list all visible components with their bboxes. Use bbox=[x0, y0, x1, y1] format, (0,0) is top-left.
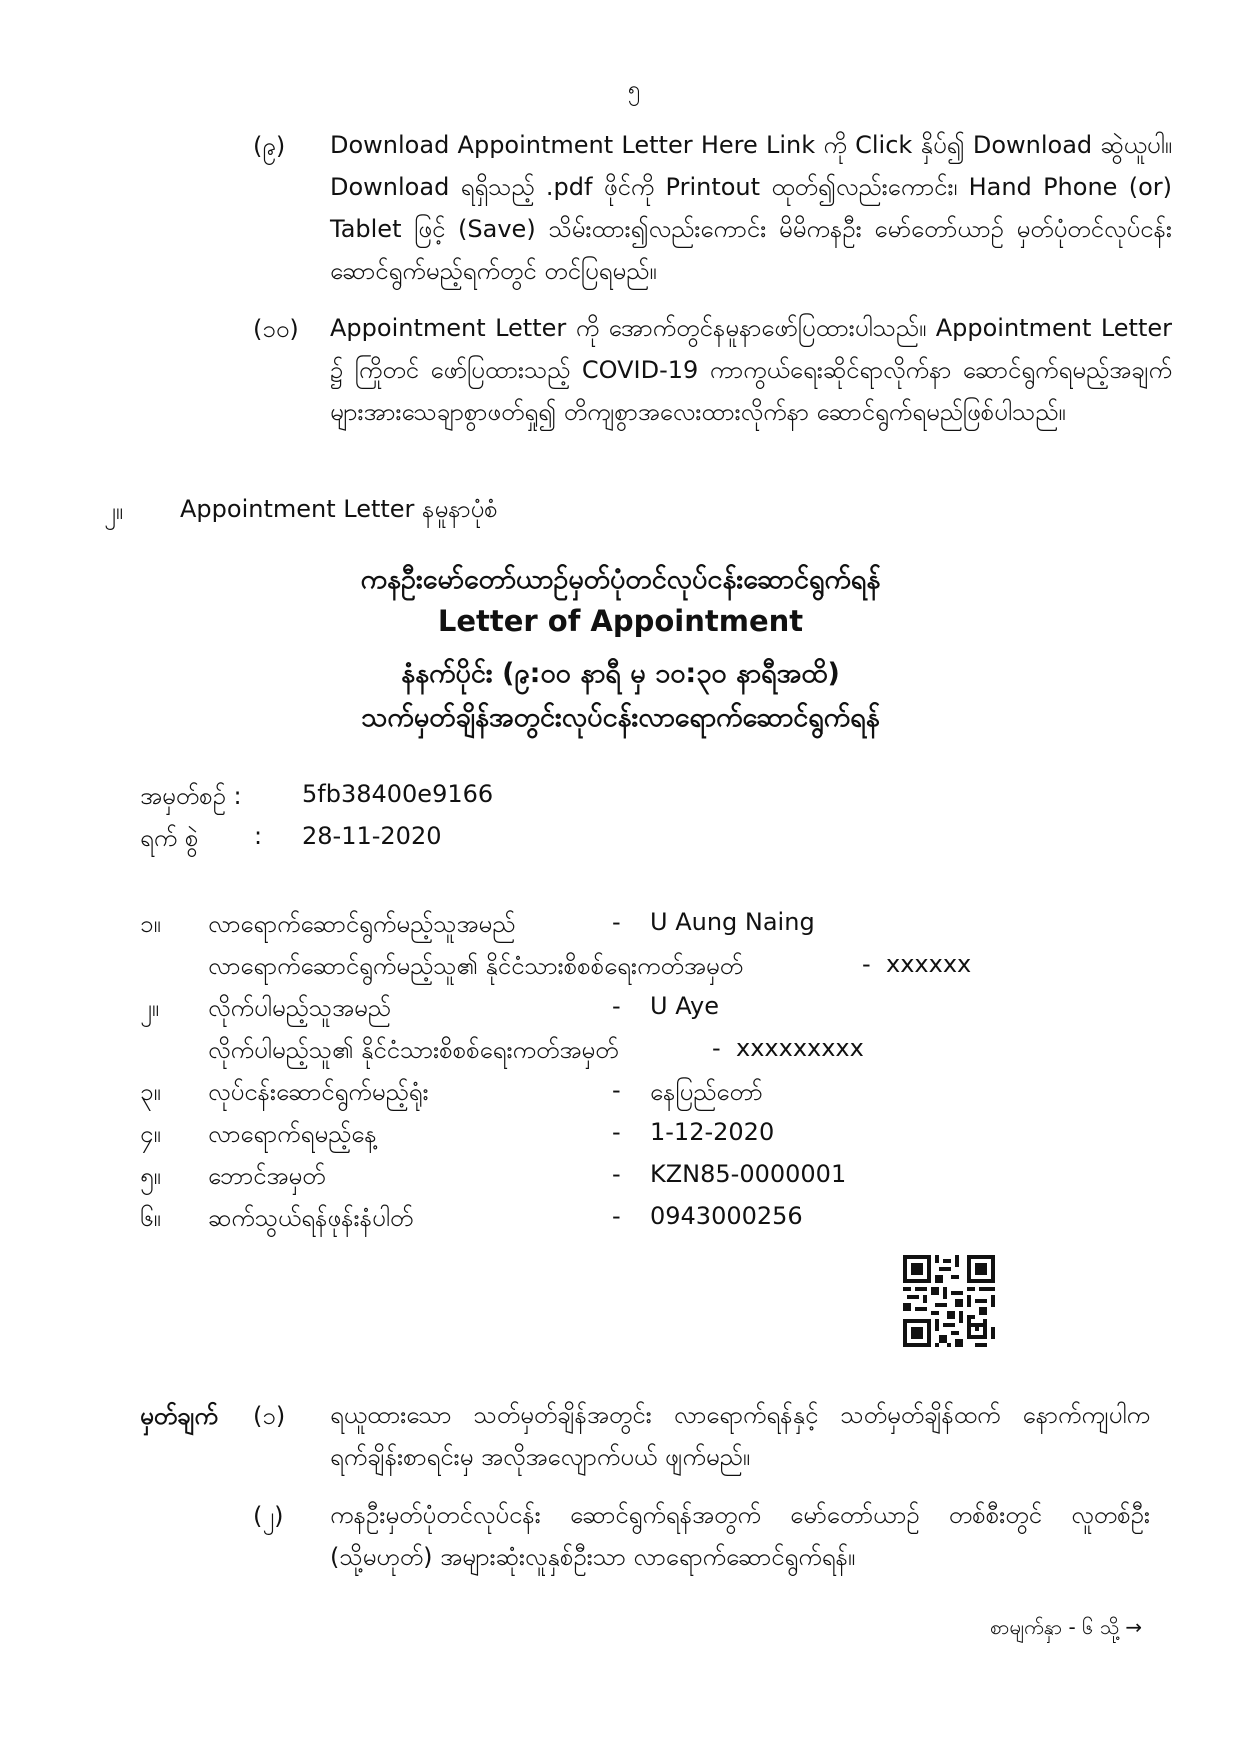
letter-title-en: Letter of Appointment bbox=[437, 604, 804, 638]
field-number: ၃။ bbox=[140, 1078, 161, 1106]
letter-title-mm: ကနဦးမော်တော်ယာဉ်မှတ်ပုံတင်လုပ်ငန်းဆောင်ရွက်ရန် bbox=[360, 564, 881, 595]
field-label: လာရောက်ဆောင်ရွက်မည့်သူ၏ နိုင်ငံသားစိစစ်ရေးကတ်အမှတ် bbox=[208, 952, 743, 980]
field-value: U Aung Naing bbox=[650, 908, 815, 936]
item-number: (၁၀) bbox=[253, 315, 299, 343]
field-label: လာရောက်ဆောင်ရွက်မည့်သူအမည် bbox=[208, 910, 516, 938]
field-number: ၄။ bbox=[140, 1120, 161, 1148]
field-value: 0943000256 bbox=[650, 1202, 803, 1230]
field-value: xxxxxxxxx bbox=[736, 1034, 864, 1062]
qr-code-icon bbox=[903, 1255, 995, 1347]
item-text: Download Appointment Letter Here Link ကို Click နှိပ်၍ Download ဆွဲယူပါ။ Download ရရှိသည့် .pdf ဖိုင်ကို Printout ထုတ်၍လည်းကောင်း၊ Hand Phone (or) Tablet ဖြင့် (Save) သိမ်းထား၍လည်းကောင်း မိမိကနဦး မော်တော်ယာဉ် မှတ်ပုံတင်လုပ်ငန်း ဆောင်ရွက်မည့်ရက်တွင် တင်ပြရမည်။ bbox=[330, 131, 1172, 285]
note-text: ကနဦးမှတ်ပုံတင်လုပ်ငန်း ဆောင်ရွက်ရန်အတွက် မော်တော်ယာဉ် တစ်စီးတွင် လူတစ်ဦး (သို့မဟုတ်) အများဆုံးလူနှစ်ဦးသာ လာရောက်ဆောင်ရွက်ရန်။ bbox=[330, 1501, 1150, 1571]
field-label: လုပ်ငန်းဆောင်ရွက်မည့်ရုံး bbox=[208, 1078, 429, 1106]
field-label: ဆက်သွယ်ရန်ဖုန်းနံပါတ် bbox=[208, 1204, 414, 1232]
date-label: ရက် စွဲ bbox=[140, 824, 199, 852]
field-value: xxxxxx bbox=[886, 950, 972, 978]
notes-label: မှတ်ချက် bbox=[140, 1402, 218, 1430]
field-dash: - bbox=[612, 992, 621, 1020]
field-dash: - bbox=[612, 1076, 621, 1104]
field-dash: - bbox=[612, 908, 621, 936]
field-value: 1-12-2020 bbox=[650, 1118, 775, 1146]
page-footer: စာမျက်နှာ - ၆ သို့ → bbox=[990, 1615, 1143, 1639]
field-number: ၆။ bbox=[140, 1204, 161, 1232]
field-dash: - bbox=[612, 1118, 621, 1146]
field-value: U Aye bbox=[650, 992, 719, 1020]
field-label: လိုက်ပါမည့်သူအမည် bbox=[208, 994, 391, 1022]
page-number: ၅ bbox=[628, 77, 641, 102]
letter-instruction: သက်မှတ်ချိန်အတွင်းလုပ်ငန်းလာရောက်ဆောင်ရွက်ရန် bbox=[361, 702, 880, 733]
field-number: ၂။ bbox=[140, 994, 160, 1022]
field-number: ၁။ bbox=[140, 910, 161, 938]
note-text: ရယူထားသော သတ်မှတ်ချိန်အတွင်း လာရောက်ရန်နှင့် သတ်မှတ်ချိန်ထက် နောက်ကျပါက ရက်ချိန်းစာရင်းမှ အလိုအလျောက်ပယ် ဖျက်မည်။ bbox=[330, 1401, 1150, 1471]
date-value: 28-11-2020 bbox=[302, 822, 442, 850]
field-dash: - bbox=[862, 950, 871, 978]
field-dash: - bbox=[612, 1160, 621, 1188]
ref-label: အမှတ်စဉ် : bbox=[140, 782, 242, 810]
note-number: (၂) bbox=[253, 1502, 284, 1530]
field-dash: - bbox=[712, 1034, 721, 1062]
letter-time: နံနက်ပိုင်း (၉:၀၀ နာရီ မှ ၁၀:၃၀ နာရီအထိ) bbox=[401, 658, 840, 689]
item-number: (၉) bbox=[253, 132, 286, 160]
field-label: လိုက်ပါမည့်သူ၏ နိုင်ငံသားစိစစ်ရေးကတ်အမှတ် bbox=[208, 1036, 619, 1064]
field-value: နေပြည်တော် bbox=[650, 1078, 763, 1106]
field-value: KZN85-0000001 bbox=[650, 1160, 847, 1188]
item-text: Appointment Letter ကို အောက်တွင်နမူနာဖော်ပြထားပါသည်။ Appointment Letter ၌ ကြိုတင် ဖော်ပြထားသည့် COVID-19 ကာကွယ်ရေးဆိုင်ရာလိုက်နာ ဆောင်ရွက်ရမည့်အချက်များအားသေချာစွာဖတ်ရှု၍ တိကျစွာအလေးထားလိုက်နာ ဆောင်ရွက်ရမည်ဖြစ်ပါသည်။ bbox=[330, 314, 1172, 426]
field-label: လာရောက်ရမည့်နေ့ bbox=[208, 1120, 377, 1148]
field-number: ၅။ bbox=[140, 1162, 161, 1190]
note-number: (၁) bbox=[253, 1402, 286, 1430]
section-title: Appointment Letter နမူနာပုံစံ bbox=[180, 495, 498, 523]
field-label: ဘောင်အမှတ် bbox=[208, 1162, 326, 1190]
ref-value: 5fb38400e9166 bbox=[302, 780, 494, 808]
date-colon: : bbox=[254, 822, 263, 850]
section-number: ၂။ bbox=[104, 497, 124, 525]
field-dash: - bbox=[612, 1202, 621, 1230]
